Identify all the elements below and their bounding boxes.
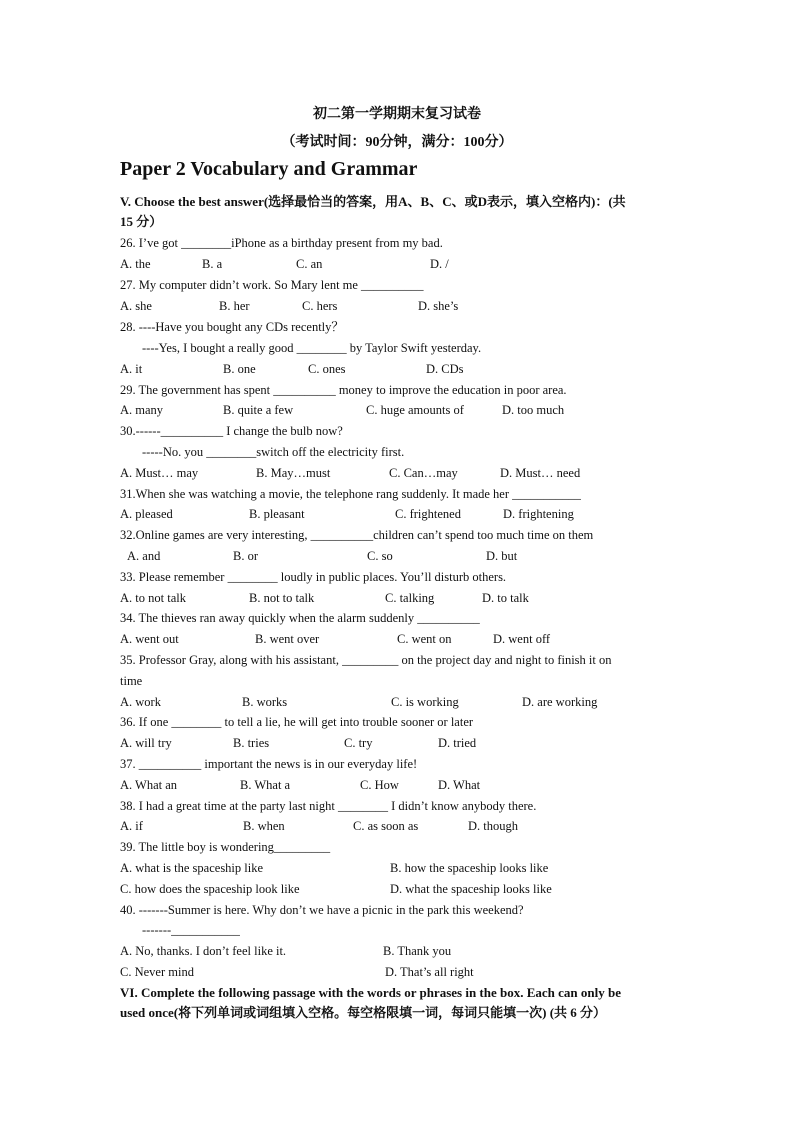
question-40: 40. -------Summer is here. Why don’t we have a picnic in the park this weekend? (120, 903, 524, 917)
q32-option-b: B. or (233, 549, 258, 563)
question-33: 33. Please remember ________ loudly in public places. You’ll disturb others. (120, 570, 507, 584)
q27-option-d: D. she’s (418, 299, 459, 313)
question-37: 37. __________ important the news is in our everyday life! (120, 757, 418, 771)
question-34: 34. The thieves ran away quickly when the alarm suddenly __________ (120, 611, 480, 625)
q35-option-a: A. work (120, 695, 161, 709)
q29-option-c: C. huge amounts of (366, 403, 464, 417)
q40-option-b: B. Thank you (383, 944, 452, 958)
q39-option-c: C. how does the spaceship look like (120, 882, 300, 896)
q38-option-c: C. as soon as (353, 819, 419, 833)
q35-option-d: D. are working (522, 695, 598, 709)
question-35-cont: time (120, 674, 143, 688)
question-28: 28. ----Have you bought any CDs recently？ (120, 320, 344, 334)
q34-option-c: C. went on (397, 632, 452, 646)
section-5-heading-cont: 15 分） (120, 214, 163, 229)
q33-option-d: D. to talk (482, 591, 529, 605)
q32-option-d: D. but (486, 549, 518, 563)
q26-option-c: C. an (296, 257, 323, 271)
question-36: 36. If one ________ to tell a lie, he will get into trouble sooner or later (120, 715, 474, 729)
q37-option-c: C. How (360, 778, 399, 792)
q39-option-d: D. what the spaceship looks like (390, 882, 552, 896)
question-30: 30.------__________ I change the bulb now? (120, 424, 343, 438)
q31-option-b: B. pleasant (249, 507, 305, 521)
q31-option-c: C. frightened (395, 507, 461, 521)
q30-option-a: A. Must… may (120, 466, 199, 480)
q36-option-b: B. tries (233, 736, 270, 750)
q29-option-d: D. too much (502, 403, 565, 417)
q34-option-b: B. went over (255, 632, 320, 646)
q40-option-a: A. No, thanks. I don’t feel like it. (120, 944, 287, 958)
q27-option-c: C. hers (302, 299, 338, 313)
q38-option-d: D. though (468, 819, 518, 833)
section-5-heading: V. Choose the best answer(选择最恰当的答案，用A、B、C、或D表示，填入空格内)：(共 (120, 194, 626, 209)
q28-option-c: C. ones (308, 362, 346, 376)
q26-option-d: D. / (430, 257, 449, 271)
q35-option-c: C. is working (391, 695, 459, 709)
q39-option-a: A. what is the spaceship like (120, 861, 264, 875)
q29-option-b: B. quite a few (223, 403, 294, 417)
q37-option-a: A. What an (120, 778, 178, 792)
q30-option-c: C. Can…may (389, 466, 458, 480)
question-28-reply: ----Yes, I bought a really good ________ by Taylor Swift yesterday. (142, 341, 482, 355)
q29-option-a: A. many (120, 403, 164, 417)
q36-option-c: C. try (344, 736, 373, 750)
question-26: 26. I’ve got ________iPhone as a birthday present from my bad. (120, 236, 443, 250)
section-6-heading-cont: used once(将下列单词或词组填入空格。每空格限填一词，每词只能填一次) (共 6 分） (120, 1005, 607, 1020)
section-6-heading: VI. Complete the following passage with the words or phrases in the box. Each can only be (120, 985, 622, 1000)
question-38: 38. I had a great time at the party last night ________ I didn’t know anybody there. (120, 799, 537, 813)
question-40-reply: -------___________ (142, 923, 240, 937)
q32-option-c: C. so (367, 549, 393, 563)
q31-option-d: D. frightening (503, 507, 574, 521)
q28-option-d: D. CDs (426, 362, 464, 376)
q28-option-a: A. it (120, 362, 143, 376)
q30-option-d: D. Must… need (500, 466, 581, 480)
q36-option-a: A. will try (120, 736, 172, 750)
q26-option-a: A. the (120, 257, 151, 271)
q36-option-d: D. tried (438, 736, 477, 750)
q35-option-b: B. works (242, 695, 288, 709)
question-30-reply: -----No. you ________switch off the electricity first. (142, 445, 405, 459)
q33-option-a: A. to not talk (120, 591, 186, 605)
q37-option-d: D. What (438, 778, 481, 792)
q40-option-c: C. Never mind (120, 965, 194, 979)
q38-option-b: B. when (243, 819, 285, 833)
q34-option-a: A. went out (120, 632, 179, 646)
q33-option-b: B. not to talk (249, 591, 315, 605)
question-39: 39. The little boy is wondering_________ (120, 840, 331, 854)
question-32: 32.Online games are very interesting, __________children can’t spend too much time on them (120, 528, 594, 542)
q34-option-d: D. went off (493, 632, 551, 646)
question-31: 31.When she was watching a movie, the telephone rang suddenly. It made her ___________ (120, 487, 581, 501)
q27-option-b: B. her (219, 299, 250, 313)
q33-option-c: C. talking (385, 591, 435, 605)
q31-option-a: A. pleased (120, 507, 173, 521)
exam-title: 初二第一学期期末复习试卷 (313, 107, 481, 122)
q32-option-a: A. and (127, 549, 161, 563)
q37-option-b: B. What a (240, 778, 291, 792)
question-29: 29. The government has spent __________ money to improve the education in poor area. (120, 383, 567, 397)
q26-option-b: B. a (202, 257, 223, 271)
q27-option-a: A. she (120, 299, 152, 313)
question-35: 35. Professor Gray, along with his assistant, _________ on the project day and night to finish it on (120, 653, 612, 667)
exam-subtitle: （考试时间：90分钟，满分：100分） (281, 135, 513, 150)
q39-option-b: B. how the spaceship looks like (390, 861, 549, 875)
q40-option-d: D. That’s all right (385, 965, 474, 979)
q38-option-a: A. if (120, 819, 143, 833)
paper-title: Paper 2 Vocabulary and Grammar (120, 158, 418, 180)
q30-option-b: B. May…must (256, 466, 331, 480)
question-27: 27. My computer didn’t work. So Mary lent me __________ (120, 278, 424, 292)
q28-option-b: B. one (223, 362, 256, 376)
